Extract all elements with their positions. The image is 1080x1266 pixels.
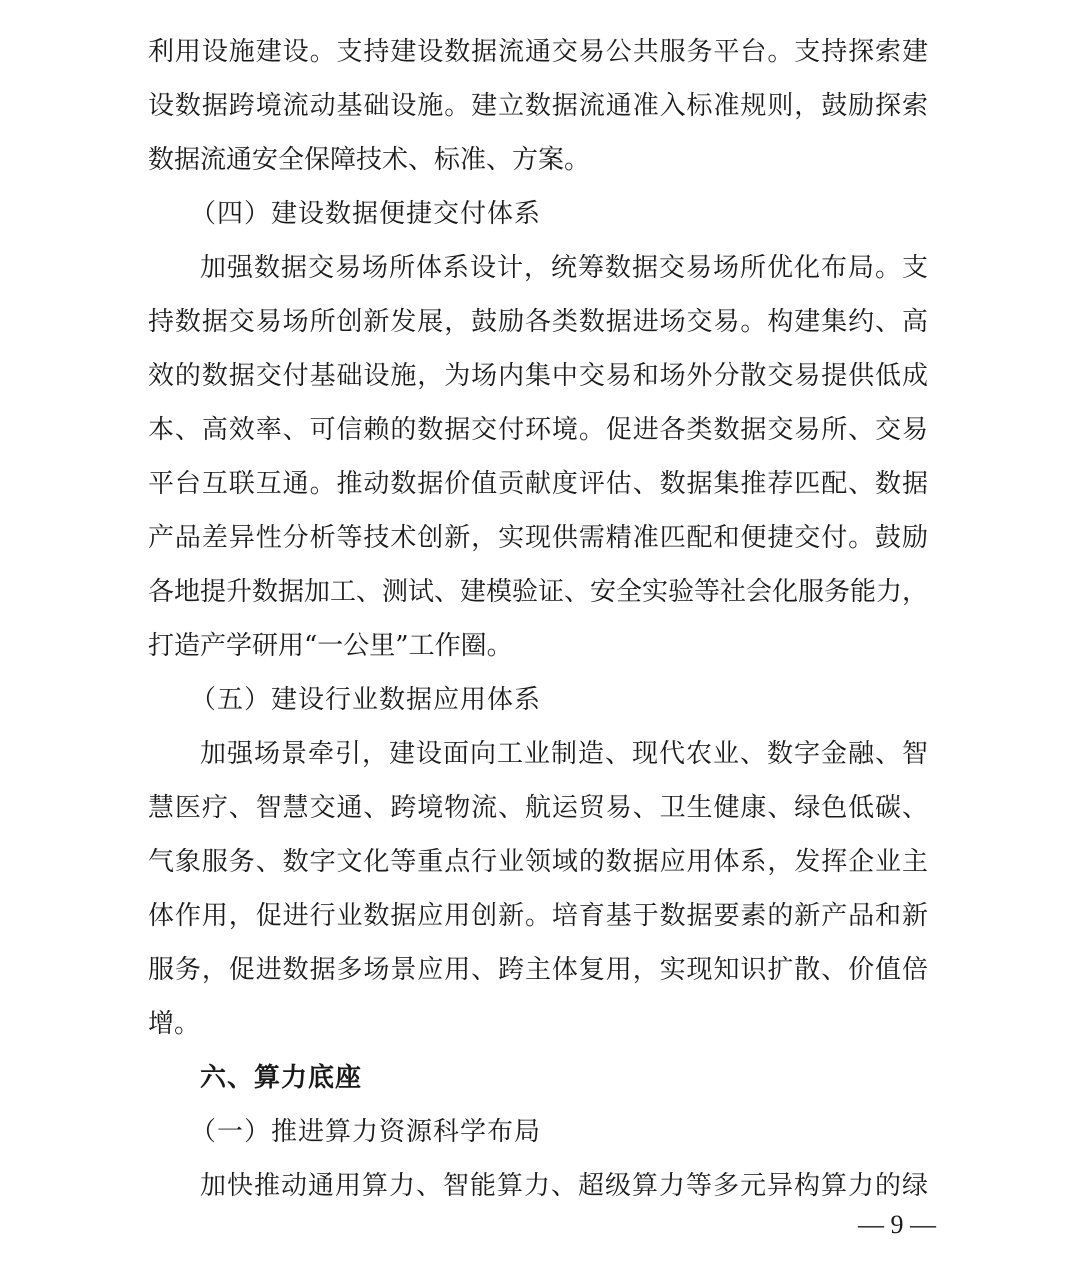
section-heading: （一）推进算力资源科学布局 xyxy=(190,1117,542,1147)
body-text-line: 本、高效率、可信赖的数据交付环境。促进各类数据交易所、交易 xyxy=(148,415,928,445)
body-text-line: 产品差异性分析等技术创新，实现供需精准匹配和便捷交付。鼓励 xyxy=(148,523,928,553)
body-text-line: 慧医疗、智慧交通、跨境物流、航运贸易、卫生健康、绿色低碳、 xyxy=(148,793,928,823)
body-text-line: 数据流通安全保障技术、标准、方案。 xyxy=(148,145,591,175)
body-text-line: 加强场景牵引，建设面向工业制造、现代农业、数字金融、智 xyxy=(200,739,928,769)
body-text-line: 设数据跨境流动基础设施。建立数据流通准入标准规则，鼓励探索 xyxy=(148,91,928,121)
section-heading: （四）建设数据便捷交付体系 xyxy=(190,199,542,229)
body-text-line: 打造产学研用“一公里”工作圈。 xyxy=(148,631,513,661)
body-text-line: 体作用，促进行业数据应用创新。培育基于数据要素的新产品和新 xyxy=(148,901,928,931)
chapter-heading: 六、算力底座 xyxy=(200,1063,363,1093)
body-text-line: 效的数据交付基础设施，为场内集中交易和场外分散交易提供低成 xyxy=(148,361,928,391)
body-text-line: 气象服务、数字文化等重点行业领域的数据应用体系，发挥企业主 xyxy=(148,847,928,877)
section-heading: （五）建设行业数据应用体系 xyxy=(190,685,542,715)
body-text-line: 各地提升数据加工、测试、建模验证、安全实验等社会化服务能力， xyxy=(148,577,928,607)
body-text-line: 服务，促进数据多场景应用、跨主体复用，实现知识扩散、价值倍 xyxy=(148,955,928,985)
body-text-line: 平台互联互通。推动数据价值贡献度评估、数据集推荐匹配、数据 xyxy=(148,469,928,499)
body-text-line: 利用设施建设。支持建设数据流通交易公共服务平台。支持探索建 xyxy=(148,37,928,67)
body-text-line: 加快推动通用算力、智能算力、超级算力等多元异构算力的绿 xyxy=(200,1171,928,1201)
body-text-line: 持数据交易场所创新发展，鼓励各类数据进场交易。构建集约、高 xyxy=(148,307,928,337)
body-text-line: 加强数据交易场所体系设计，统筹数据交易场所优化布局。支 xyxy=(200,253,928,283)
page-number: — 9 — xyxy=(858,1210,936,1239)
body-text-line: 增。 xyxy=(148,1009,201,1039)
